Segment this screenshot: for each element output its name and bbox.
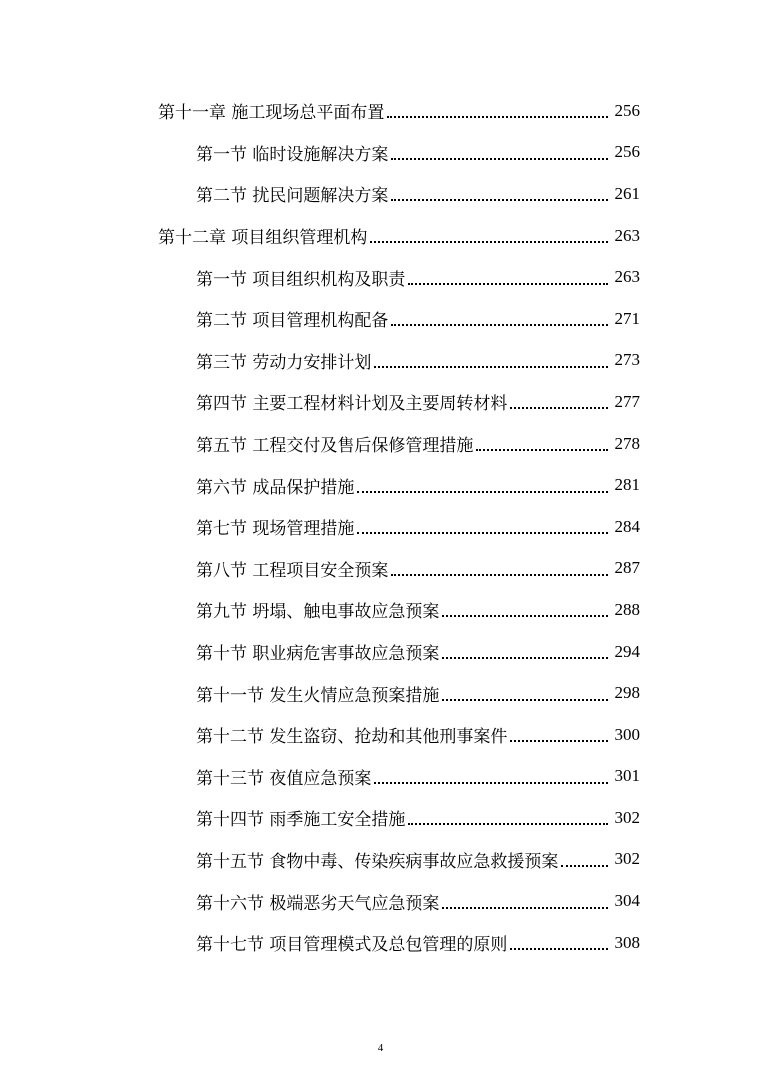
toc-entry-title: 第十五节 食物中毒、传染疾病事故应急救援预案: [196, 851, 559, 872]
toc-entry[interactable]: [0, 631, 761, 673]
toc-entry-page: 301: [614, 766, 640, 786]
toc-entry-title: 第八节 工程项目安全预案: [196, 560, 389, 581]
toc-entry[interactable]: [0, 839, 761, 881]
toc-entry-page: 302: [614, 807, 640, 827]
dot-leader: [408, 822, 608, 825]
toc-entry-page: 287: [614, 558, 640, 578]
toc-entry-page: 263: [614, 267, 640, 287]
toc-entry-title: 第十三节 夜值应急预案: [196, 768, 372, 789]
toc-entry-title: 第二节 扰民问题解决方案: [196, 186, 389, 207]
toc-entry-title: 第九节 坍塌、触电事故应急预案: [196, 602, 440, 623]
toc-entry[interactable]: [0, 548, 761, 590]
toc-entry-title: 第十一节 发生火情应急预案措施: [196, 685, 440, 706]
toc-entry-page: 281: [614, 475, 640, 495]
dot-leader: [476, 448, 608, 451]
toc-entry[interactable]: [0, 256, 761, 298]
dot-leader: [391, 198, 608, 201]
toc-entry-title: 第六节 成品保护措施: [196, 477, 355, 498]
dot-leader: [510, 406, 608, 409]
toc-entry-page: 294: [614, 641, 640, 661]
toc-entry[interactable]: [0, 922, 761, 964]
toc-entry[interactable]: [0, 215, 761, 257]
toc-entry-page: 273: [614, 350, 640, 370]
toc-entry-title: 第一节 临时设施解决方案: [196, 144, 389, 165]
toc-entry[interactable]: [0, 880, 761, 922]
toc-entry-page: 304: [614, 891, 640, 911]
toc-entry[interactable]: [0, 90, 761, 132]
toc-entry[interactable]: [0, 381, 761, 423]
dot-leader: [374, 781, 608, 784]
dot-leader: [357, 531, 608, 534]
toc-entry[interactable]: [0, 340, 761, 382]
toc-entry[interactable]: [0, 672, 761, 714]
toc-entry[interactable]: [0, 298, 761, 340]
dot-leader: [391, 323, 608, 326]
dot-leader: [442, 906, 608, 909]
toc-entry[interactable]: [0, 797, 761, 839]
toc-entry-title: 第七节 现场管理措施: [196, 519, 355, 540]
toc-entry-title: 第三节 劳动力安排计划: [196, 352, 372, 373]
toc-entry[interactable]: [0, 589, 761, 631]
toc-entry-title: 第四节 主要工程材料计划及主要周转材料: [196, 394, 508, 415]
toc-entry-title: 第二节 项目管理机构配备: [196, 311, 389, 332]
dot-leader: [561, 864, 608, 867]
toc-entry-title: 第五节 工程交付及售后保修管理措施: [196, 436, 474, 457]
dot-leader: [374, 365, 608, 368]
toc-entry-title: 第一节 项目组织机构及职责: [196, 269, 406, 290]
toc-entry-title: 第十二节 发生盗窃、抢劫和其他刑事案件: [196, 727, 508, 748]
dot-leader: [510, 947, 608, 950]
dot-leader: [370, 240, 608, 243]
toc-entry-title: 第十七节 项目管理模式及总包管理的原则: [196, 935, 508, 956]
toc-entry-page: 284: [614, 516, 640, 536]
toc-entry-title: 第十二章 项目组织管理机构: [158, 228, 368, 249]
dot-leader: [391, 157, 608, 160]
toc-entry[interactable]: [0, 464, 761, 506]
dot-leader: [442, 656, 608, 659]
toc-entry[interactable]: [0, 714, 761, 756]
toc-entry[interactable]: [0, 132, 761, 174]
dot-leader: [387, 115, 608, 118]
dot-leader: [442, 698, 608, 701]
toc-entry[interactable]: [0, 423, 761, 465]
toc-entry-title: 第十四节 雨季施工安全措施: [196, 810, 406, 831]
table-of-contents: [0, 90, 761, 963]
toc-entry-page: 300: [614, 724, 640, 744]
toc-entry-page: 263: [614, 225, 640, 245]
toc-entry-title: 第十一章 施工现场总平面布置: [158, 103, 385, 124]
dot-leader: [510, 739, 608, 742]
toc-entry[interactable]: [0, 173, 761, 215]
toc-entry-title: 第十六节 极端恶劣天气应急预案: [196, 893, 440, 914]
toc-entry-page: 278: [614, 433, 640, 453]
toc-entry-page: 261: [614, 183, 640, 203]
toc-entry[interactable]: [0, 506, 761, 548]
toc-entry-page: 271: [614, 308, 640, 328]
dot-leader: [357, 490, 608, 493]
page-number: 4: [377, 1042, 384, 1054]
toc-entry-page: 298: [614, 683, 640, 703]
dot-leader: [391, 573, 608, 576]
toc-entry-page: 302: [614, 849, 640, 869]
toc-entry-page: 288: [614, 599, 640, 619]
toc-entry-page: 308: [614, 932, 640, 952]
toc-entry[interactable]: [0, 756, 761, 798]
toc-entry-title: 第十节 职业病危害事故应急预案: [196, 644, 440, 665]
toc-entry-page: 277: [614, 391, 640, 411]
toc-entry-page: 256: [614, 142, 640, 162]
dot-leader: [408, 282, 608, 285]
dot-leader: [442, 614, 608, 617]
toc-entry-page: 256: [614, 100, 640, 120]
